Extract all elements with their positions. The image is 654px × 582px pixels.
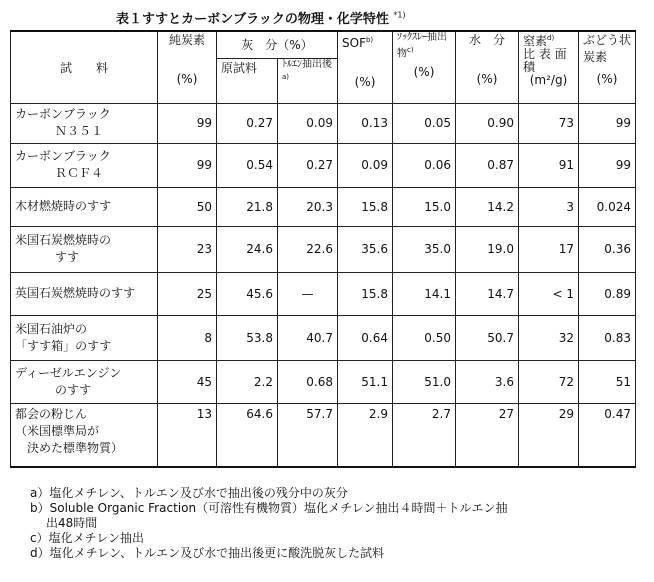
cell-water: 27: [456, 403, 519, 467]
cell-grape-carbon: 0.36: [579, 226, 636, 272]
header-sof: SOF$^{b)}$ (%): [338, 31, 393, 103]
cell-ash-raw: 53.8: [217, 315, 278, 360]
cell-ash-toluene: 57.7: [278, 403, 338, 467]
cell-ash-raw: 45.6: [217, 272, 278, 315]
cell-sof: 0.09: [338, 143, 393, 187]
cell-pure-carbon: 8: [158, 315, 217, 360]
sample-name: ディーゼルエンジン のすす: [11, 360, 158, 403]
sample-name: カーボンブラック Ｎ３５１: [11, 103, 158, 143]
sample-name: 米国石油炉の 「すす箱」のすす: [11, 315, 158, 360]
cell-soxhlet: 0.05: [393, 103, 456, 143]
table-row: [11, 103, 636, 143]
cell-ash-toluene: 0.27: [278, 143, 338, 187]
cell-pure-carbon: 99: [158, 143, 217, 187]
table-number: 表１: [115, 12, 142, 27]
cell-grape-carbon: 99: [579, 143, 636, 187]
footnote-d: d）塩化メチレン、トルエン及び水で抽出後更に酸洗脱灰した試料: [30, 546, 385, 560]
cell-ash-raw: 24.6: [217, 226, 278, 272]
cell-water: 50.7: [456, 315, 519, 360]
cell-soxhlet: 0.06: [393, 143, 456, 187]
cell-sof: 2.9: [338, 403, 393, 467]
header-grape-carbon: ぶどう状炭素 (%): [579, 31, 636, 103]
cell-soxhlet: 15.0: [393, 187, 456, 226]
cell-soxhlet: 35.0: [393, 226, 456, 272]
footnote-b: b）Soluble Organic Fraction（可溶性有機物質）塩化メチレン抽出４時間＋トルエン抽: [30, 501, 508, 515]
header-ash: 灰 分（%）: [217, 31, 338, 58]
cell-pure-carbon: 45: [158, 360, 217, 403]
table-row: [11, 272, 636, 315]
footnote-c: c）塩化メチレン抽出: [30, 531, 145, 545]
cell-water: 14.7: [456, 272, 519, 315]
cell-sof: 35.6: [338, 226, 393, 272]
cell-water: 14.2: [456, 187, 519, 226]
cell-ash-raw: 0.27: [217, 103, 278, 143]
cell-pure-carbon: 23: [158, 226, 217, 272]
footnotes: [30, 486, 508, 561]
cell-specific-area: 3: [519, 187, 579, 226]
cell-specific-area: 72: [519, 360, 579, 403]
cell-grape-carbon: 0.024: [579, 187, 636, 226]
cell-ash-toluene: 20.3: [278, 187, 338, 226]
table-title: [22, 8, 406, 27]
cell-soxhlet: 2.7: [393, 403, 456, 467]
cell-water: 0.90: [456, 103, 519, 143]
cell-water: 19.0: [456, 226, 519, 272]
header-soxhlet: ｿｯｸｽﾚｰ抽出物$^{c)}$ (%): [393, 31, 456, 103]
sample-name: 英国石炭燃焼時のすす: [11, 272, 158, 315]
cell-ash-toluene: 22.6: [278, 226, 338, 272]
cell-soxhlet: 0.50: [393, 315, 456, 360]
cell-ash-raw: 2.2: [217, 360, 278, 403]
cell-ash-toluene: —: [278, 272, 338, 315]
sample-name: カーボンブラック ＲＣＦ４: [11, 143, 158, 187]
cell-water: 0.87: [456, 143, 519, 187]
cell-specific-area: 91: [519, 143, 579, 187]
cell-pure-carbon: 50: [158, 187, 217, 226]
sample-name: 都会の粉じん （米国標準局が 決めた標準物質）: [11, 403, 158, 467]
header-specific-area: 窒素$^{d)}$ 比 表 面 積 (m²/g): [519, 31, 579, 103]
cell-ash-raw: 21.8: [217, 187, 278, 226]
table-row: [11, 315, 636, 360]
cell-ash-toluene: 0.09: [278, 103, 338, 143]
table-row: [11, 360, 636, 403]
cell-grape-carbon: 51: [579, 360, 636, 403]
header-ash-raw: 原試料: [217, 58, 278, 103]
cell-pure-carbon: 99: [158, 103, 217, 143]
footnote-a: a）塩化メチレン、トルエン及び水で抽出後の残分中の灰分: [30, 486, 348, 500]
header-pure-carbon: 純炭素 (%): [158, 31, 217, 103]
table-row: [11, 187, 636, 226]
sample-name: 木材燃焼時のすす: [11, 187, 158, 226]
cell-grape-carbon: 0.83: [579, 315, 636, 360]
cell-soxhlet: 14.1: [393, 272, 456, 315]
table-row: [11, 403, 636, 467]
sample-name: 米国石炭燃焼時の すす: [11, 226, 158, 272]
cell-grape-carbon: 0.47: [579, 403, 636, 467]
cell-specific-area: 32: [519, 315, 579, 360]
cell-pure-carbon: 25: [158, 272, 217, 315]
cell-water: 3.6: [456, 360, 519, 403]
cell-sof: 51.1: [338, 360, 393, 403]
cell-ash-toluene: 40.7: [278, 315, 338, 360]
table-title-text: すすとカーボンブラックの物理・化学特性: [142, 12, 389, 27]
table-row: [11, 226, 636, 272]
table-row: [11, 143, 636, 187]
properties-table: [10, 30, 636, 468]
cell-sof: 0.64: [338, 315, 393, 360]
cell-ash-raw: 0.54: [217, 143, 278, 187]
cell-grape-carbon: 99: [579, 103, 636, 143]
cell-soxhlet: 51.0: [393, 360, 456, 403]
header-sample: 試 料: [11, 31, 158, 103]
title-footnote-mark: *1): [393, 10, 406, 20]
cell-sof: 15.8: [338, 187, 393, 226]
cell-specific-area: 29: [519, 403, 579, 467]
header-water: 水 分 (%): [456, 31, 519, 103]
cell-sof: 15.8: [338, 272, 393, 315]
cell-ash-raw: 64.6: [217, 403, 278, 467]
cell-grape-carbon: 0.89: [579, 272, 636, 315]
cell-ash-toluene: 0.68: [278, 360, 338, 403]
cell-sof: 0.13: [338, 103, 393, 143]
cell-specific-area: 73: [519, 103, 579, 143]
cell-pure-carbon: 13: [158, 403, 217, 467]
footnote-b-cont: 出48時間: [46, 516, 98, 530]
header-ash-toluene: ﾄﾙｴﾝ抽出後$^{a)}$: [278, 58, 338, 103]
cell-specific-area: 17: [519, 226, 579, 272]
cell-specific-area: < 1: [519, 272, 579, 315]
